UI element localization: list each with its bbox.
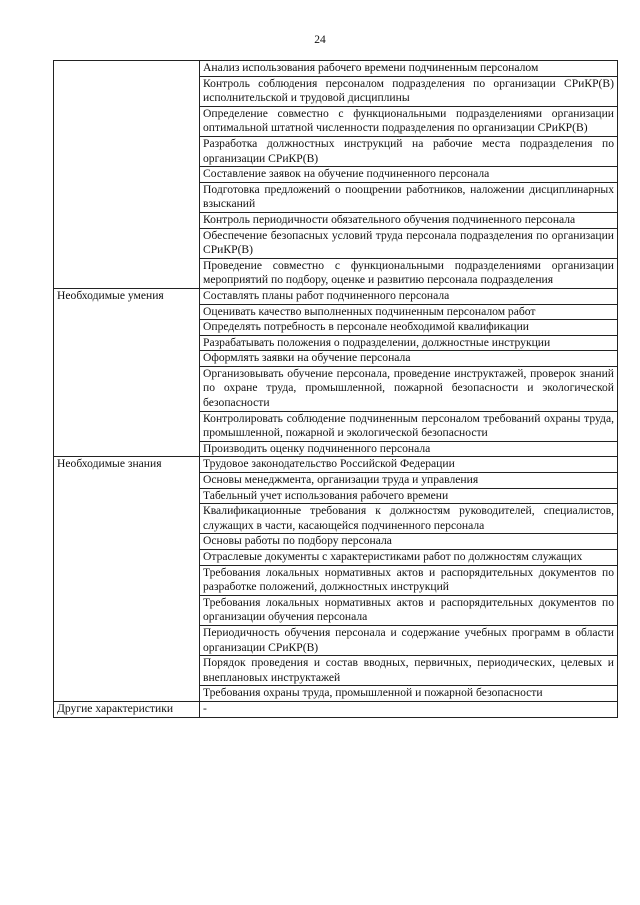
table-cell: Порядок проведения и состав вводных, первичных, периодических, целевых и внеплановых инструктажей xyxy=(200,656,618,686)
table-cell: Периодичность обучения персонала и содержание учебных программ в области организации СРиКР(В) xyxy=(200,625,618,655)
table-cell: Разработка должностных инструкций на рабочие места подразделения по организации СРиКР(В) xyxy=(200,136,618,166)
category-cell-knowledge: Необходимые знания xyxy=(54,457,200,702)
table-cell: Трудовое законодательство Российской Федерации xyxy=(200,457,618,473)
table-cell: Обеспечение безопасных условий труда персонала подразделения по организации СРиКР(В) xyxy=(200,228,618,258)
table-cell: Основы работы по подбору персонала xyxy=(200,534,618,550)
page-number: 24 xyxy=(314,34,326,46)
table-cell: Составление заявок на обучение подчиненного персонала xyxy=(200,167,618,183)
table-cell: Проведение совместно с функциональными подразделениями организации мероприятий по подбору, оценке и развитию персонала подразделения xyxy=(200,258,618,288)
table-cell: Контроль периодичности обязательного обучения подчиненного персонала xyxy=(200,212,618,228)
table-row xyxy=(54,61,618,77)
category-cell-actions xyxy=(54,61,200,289)
table-cell: Определять потребность в персонале необходимой квалификации xyxy=(200,320,618,336)
table-cell: Оценивать качество выполненных подчиненным персоналом работ xyxy=(200,304,618,320)
table-cell: Контролировать соблюдение подчиненным персоналом требований охраны труда, промышленной, пожарной и экологической безопасности xyxy=(200,411,618,441)
table-cell: Отраслевые документы с характеристиками работ по должностям служащих xyxy=(200,550,618,566)
category-cell-other: Другие характеристики xyxy=(54,701,200,717)
table-cell: Требования локальных нормативных актов и распорядительных документов по организации обучения персонала xyxy=(200,595,618,625)
table-row xyxy=(54,457,618,473)
competency-table xyxy=(53,60,618,718)
table-cell: Определение совместно с функциональными подразделениями организации оптимальной штатной численности подразделения по организации СРиКР(В) xyxy=(200,106,618,136)
table-cell: Контроль соблюдения персоналом подразделения по организации СРиКР(В) исполнительской и трудовой дисциплины xyxy=(200,76,618,106)
table-cell: Оформлять заявки на обучение персонала xyxy=(200,351,618,367)
table-cell: Основы менеджмента, организации труда и управления xyxy=(200,473,618,489)
table-row xyxy=(54,701,618,717)
table-cell: Производить оценку подчиненного персонала xyxy=(200,441,618,457)
category-cell-skills: Необходимые умения xyxy=(54,288,200,457)
table-cell: Подготовка предложений о поощрении работников, наложении дисциплинарных взысканий xyxy=(200,182,618,212)
table-cell: Анализ использования рабочего времени подчиненным персоналом xyxy=(200,61,618,77)
table-cell: Организовывать обучение персонала, проведение инструктажей, проверок знаний по охране труда, промышленной, пожарной безопасности и экологической безопасности xyxy=(200,366,618,411)
table-row xyxy=(54,288,618,304)
table-cell: - xyxy=(200,701,618,717)
table-cell: Требования локальных нормативных актов и распорядительных документов по разработке положений, должностных инструкций xyxy=(200,565,618,595)
table-cell: Квалификационные требования к должностям руководителей, специалистов, служащих в части, касающейся подчиненного персонала xyxy=(200,504,618,534)
table-cell: Табельный учет использования рабочего времени xyxy=(200,488,618,504)
table-cell: Требования охраны труда, промышленной и пожарной безопасности xyxy=(200,686,618,702)
table-cell: Разрабатывать положения о подразделении, должностные инструкции xyxy=(200,335,618,351)
table-cell: Составлять планы работ подчиненного персонала xyxy=(200,288,618,304)
